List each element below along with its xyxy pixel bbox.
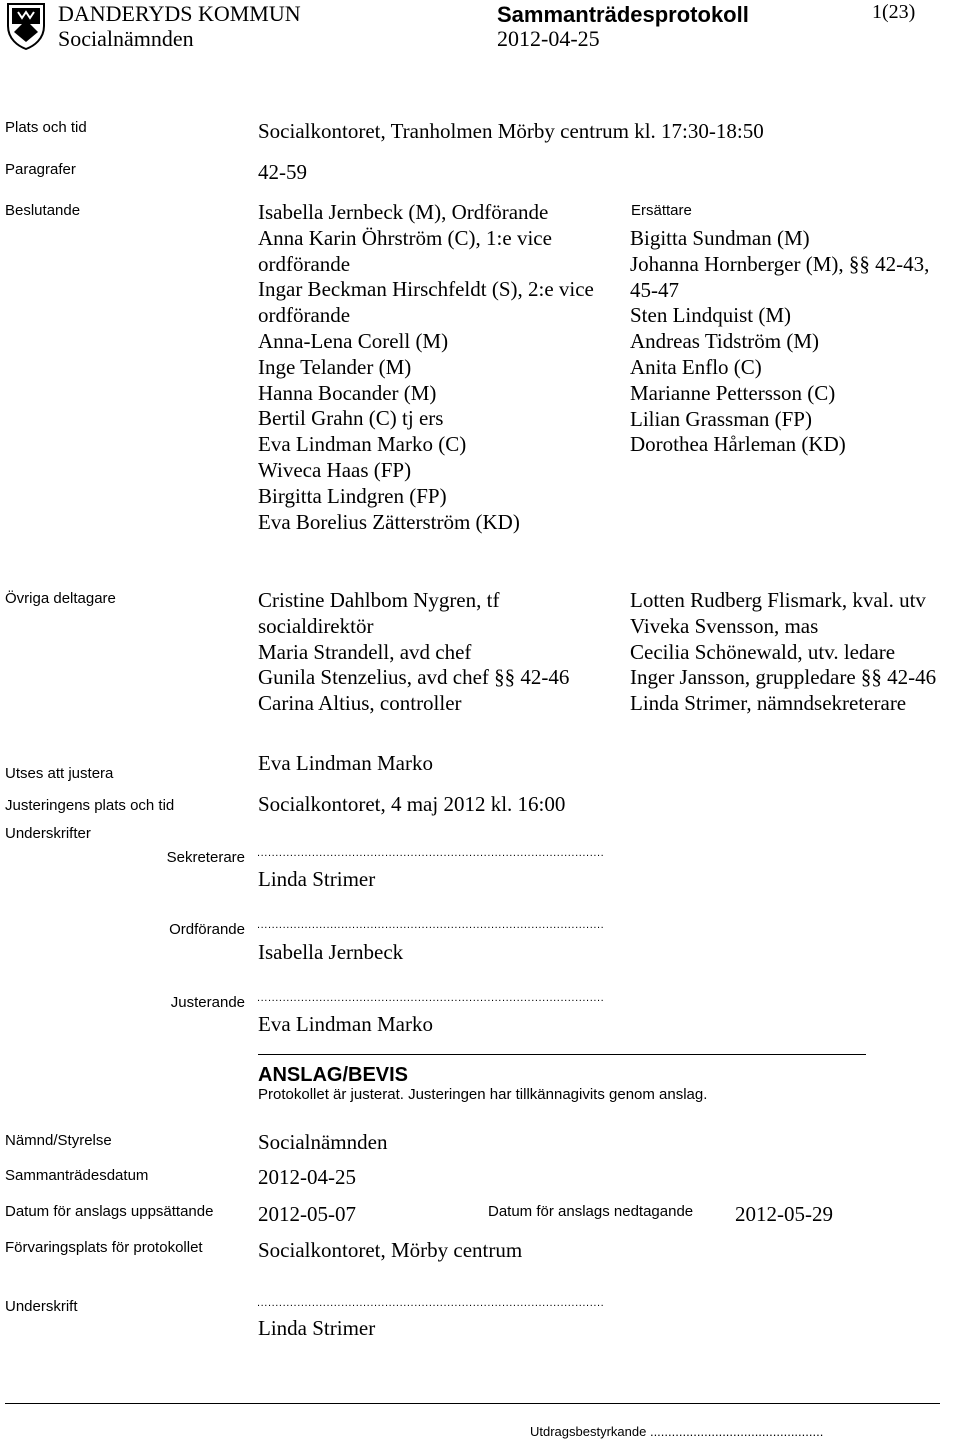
deciding-line: Isabella Jernbeck (M), Ordförande: [258, 200, 549, 224]
footer-divider: [5, 1403, 940, 1404]
participant-line: Cristine Dahlbom Nygren, tf: [258, 588, 500, 612]
deciding-line: Birgitta Lindgren (FP): [258, 483, 447, 508]
storage-value: Socialkontoret, Mörby centrum: [258, 1238, 523, 1262]
posted-date-label: Datum för anslags uppsättande: [5, 1203, 214, 1220]
adjustment-place-label: Justeringens plats och tid: [5, 797, 175, 814]
participant-line: Maria Strandell, avd chef: [258, 639, 472, 664]
paragraphs-label: Paragrafer: [5, 161, 76, 178]
substitutes-label: Ersättare: [631, 202, 692, 219]
meeting-date-value: 2012-04-25: [258, 1165, 356, 1189]
signature-name: Linda Strimer: [258, 1316, 376, 1340]
others-label: Övriga deltagare: [5, 590, 116, 607]
meeting-date-label: Sammanträdesdatum: [5, 1167, 149, 1184]
appointed-label: Utses att justera: [5, 765, 114, 782]
signatures-label: Underskrifter: [5, 825, 91, 842]
participant-line: Cecilia Schönewald, utv. ledare: [630, 639, 896, 664]
others-right-list: [630, 588, 936, 717]
deciding-line: Anna-Lena Corell (M): [258, 328, 449, 353]
adjuster-name: Eva Lindman Marko: [258, 1012, 433, 1036]
substitute-line: Anita Enflo (C): [630, 354, 762, 379]
section-divider: [258, 1054, 866, 1055]
committee-name: Socialnämnden: [58, 26, 194, 51]
deciding-line: Inge Telander (M): [258, 354, 412, 379]
adjuster-signature-line: ...............................................................................................: [257, 992, 605, 1004]
paragraphs-value: 42-59: [258, 160, 307, 184]
others-left-list: [258, 588, 569, 717]
secretary-signature-line: ...............................................................................................: [257, 847, 605, 859]
appointed-value: Eva Lindman Marko: [258, 751, 433, 775]
substitute-line: Andreas Tidström (M): [630, 329, 820, 354]
chairman-name: Isabella Jernbeck: [258, 940, 404, 964]
substitute-line: Sten Lindquist (M): [630, 303, 791, 328]
chairman-role: Ordförande: [169, 921, 245, 938]
removed-date-value: 2012-05-29: [735, 1202, 833, 1226]
removed-date-label: Datum för anslags nedtagande: [488, 1203, 694, 1220]
deciding-line: ordförande: [258, 251, 351, 276]
deciding-line: Eva Borelius Zätterström (KD): [258, 509, 520, 534]
deciding-line: ordförande: [258, 303, 351, 328]
notice-text: Protokollet är justerat. Justeringen har tillkännagivits genom anslag.: [258, 1086, 708, 1103]
deciding-line: Bertil Grahn (C) tj ers: [258, 406, 444, 431]
certification-text: Utdragsbestyrkande ................................................: [530, 1424, 824, 1439]
adjustment-place-value: Socialkontoret, 4 maj 2012 kl. 16:00: [258, 792, 566, 816]
signature-line: ...............................................................................................: [257, 1297, 605, 1309]
substitute-line: Marianne Pettersson (C): [630, 380, 836, 405]
deciding-line: Hanna Bocander (M): [258, 380, 437, 405]
posted-date-value: 2012-05-07: [258, 1202, 356, 1226]
participant-line: socialdirektör: [258, 613, 374, 638]
notice-title: ANSLAG/BEVIS: [258, 1064, 409, 1086]
substitute-line: Lilian Grassman (FP): [630, 406, 812, 431]
deciding-line: Ingar Beckman Hirschfeldt (S), 2:e vice: [258, 277, 594, 302]
substitute-line: Johanna Hornberger (M), §§ 42-43,: [630, 251, 930, 276]
coat-of-arms-icon: [6, 2, 46, 50]
participant-line: Linda Strimer, nämndsekreterare: [630, 691, 907, 716]
deciding-list: [258, 200, 594, 535]
chairman-signature-line: ...............................................................................................: [257, 919, 605, 931]
secretary-name: Linda Strimer: [258, 867, 376, 891]
place-time-label: Plats och tid: [5, 119, 87, 136]
participant-line: Inger Jansson, gruppledare §§ 42-46: [630, 665, 937, 690]
substitute-line: Dorothea Hårleman (KD): [630, 432, 846, 457]
participant-line: Lotten Rudberg Flismark, kval. utv: [630, 588, 926, 612]
document-type: Sammanträdesprotokoll: [497, 2, 749, 27]
substitute-line: Bigitta Sundman (M): [630, 226, 810, 250]
board-value: Socialnämnden: [258, 1130, 388, 1154]
storage-label: Förvaringsplats för protokollet: [5, 1239, 203, 1256]
place-time-value: Socialkontoret, Tranholmen Mörby centrum kl. 17:30-18:50: [258, 119, 764, 143]
deciding-line: Wiveca Haas (FP): [258, 457, 412, 482]
participant-line: Gunila Stenzelius, avd chef §§ 42-46: [258, 665, 570, 690]
secretary-role: Sekreterare: [166, 849, 245, 866]
substitutes-list: [630, 226, 929, 458]
substitute-line: 45-47: [630, 277, 679, 302]
municipality-name: DANDERYDS KOMMUN: [58, 1, 301, 26]
deciding-line: Anna Karin Öhrström (C), 1:e vice: [258, 225, 552, 250]
board-label: Nämnd/Styrelse: [5, 1132, 112, 1149]
participant-line: Carina Altius, controller: [258, 691, 462, 716]
deciding-label: Beslutande: [5, 202, 81, 219]
deciding-line: Eva Lindman Marko (C): [258, 432, 467, 457]
participant-line: Viveka Svensson, mas: [630, 613, 819, 638]
signature-label: Underskrift: [5, 1298, 78, 1315]
adjuster-role: Justerande: [170, 994, 245, 1011]
page-number: 1(23): [872, 1, 916, 23]
document-date: 2012-04-25: [497, 26, 600, 51]
